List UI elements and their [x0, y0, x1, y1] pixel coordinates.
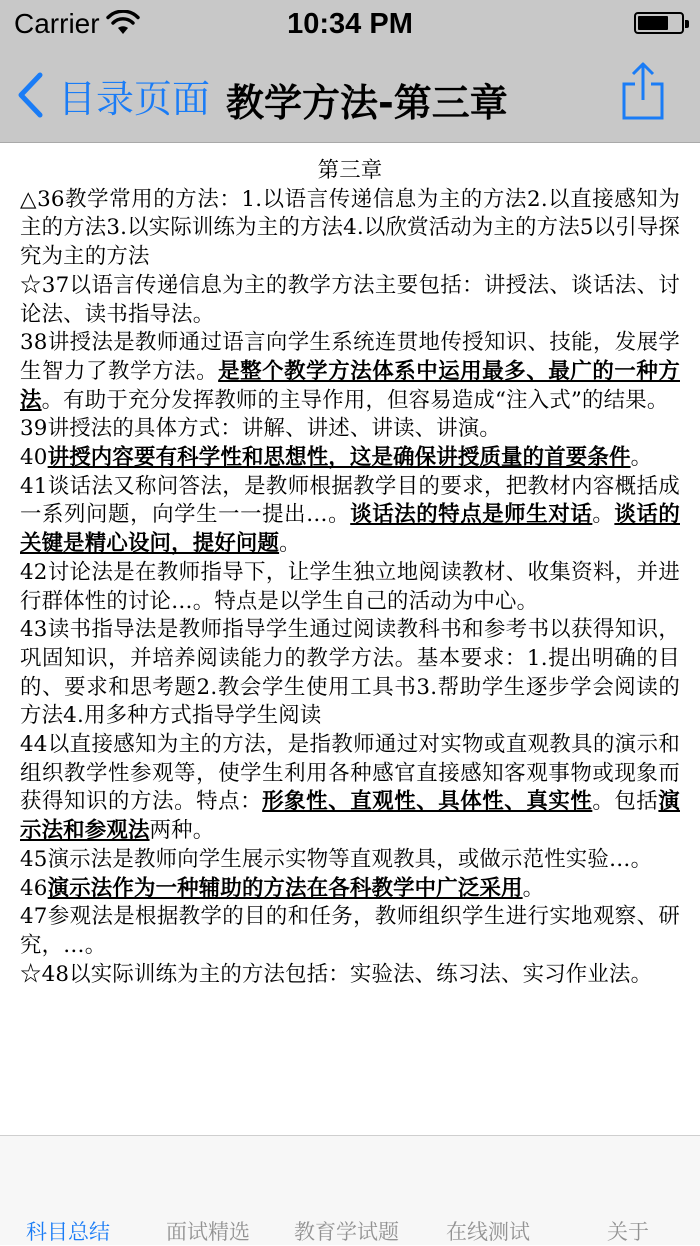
share-icon[interactable]	[620, 60, 666, 122]
text-run: 40	[20, 445, 48, 471]
tab-online-test[interactable]: 在线测试	[446, 1220, 530, 1244]
paragraph	[20, 875, 680, 904]
emphasized-text: 形象性、直观性、具体性、真实性	[262, 789, 593, 815]
back-button-label: 目录页面	[58, 76, 211, 121]
navigation-bar	[0, 46, 700, 142]
chapter-heading: 第三章	[317, 158, 383, 183]
text-run: 41谈话法又称问答法，是教师根据教学目的要求，把教材内容概括成一系列问题，向学生一一提出…。	[20, 473, 680, 528]
paragraph	[20, 444, 680, 473]
text-run: 44以直接感知为主的方法，是指教师通过对实物或直观教具的演示和组织教学性参观等，使学生利用各种感官直接感知客观事物或现象而获得知识的方法。特点：	[20, 732, 680, 815]
emphasized-text: 讲授内容要有科学性和思想性，这是确保讲授质量的首要条件	[47, 445, 631, 471]
text-run: 42讨论法是在教师指导下，让学生独立地阅读教材、收集资料，并进行群体性的讨论…。特点是以学生自己的活动为中心。	[20, 559, 680, 614]
paragraph	[20, 616, 680, 731]
chevron-left-icon	[16, 72, 44, 118]
text-run: 。	[630, 445, 653, 471]
top-bar	[0, 0, 700, 143]
text-run: 45演示法是教师向学生展示实物等直观教具，或做示范性实验…。	[20, 846, 653, 872]
text-run: ☆48以实际训练为主的方法包括：实验法、练习法、实习作业法。	[20, 961, 653, 987]
battery-icon	[634, 12, 684, 34]
tab-pedagogy-questions[interactable]: 教育学试题	[294, 1220, 399, 1244]
paragraph	[20, 846, 680, 875]
text-run: 43读书指导法是教师指导学生通过阅读教科书和参考书以获得知识，巩固知识，并培养阅读能力的教学方法。基本要求：1.提出明确的目的、要求和思考题2.教会学生使用工具书3.帮助学生逐步学会阅读的方法4.用多种方式指导学生阅读	[20, 617, 680, 729]
text-run: 46	[20, 875, 48, 901]
emphasized-text: 谈话的关键是精心设问，提好问题	[20, 502, 680, 557]
paragraph	[20, 272, 680, 329]
text-run: 。包括	[592, 789, 659, 815]
document-body	[0, 143, 700, 989]
emphasized-text: 是整个教学方法体系中运用最多、最广的一种方法	[20, 358, 680, 413]
page-title: 教学方法-第三章	[226, 81, 508, 125]
text-run: △36教学常用的方法：1.以语言传递信息为主的方法2.以直接感知为主的方法3.以实际训练为主的方法4.以欣赏活动为主的方法5以引导探究为主的方法	[20, 186, 680, 270]
emphasized-text: 谈话法的特点是师生对话	[350, 502, 593, 528]
paragraph	[20, 473, 680, 559]
paragraph	[20, 731, 680, 846]
text-run: 两种。	[149, 818, 215, 844]
tab-interview-selection[interactable]: 面试精选	[166, 1220, 250, 1244]
paragraph	[20, 903, 680, 960]
text-run: 。	[592, 502, 615, 528]
text-run: 39讲授法的具体方式：讲解、讲述、讲读、讲演。	[20, 416, 502, 442]
carrier-label: Carrier	[14, 8, 100, 39]
paragraph	[20, 415, 680, 444]
paragraph	[20, 329, 680, 415]
text-run: 。	[279, 531, 301, 557]
tab-bar	[0, 1135, 700, 1245]
content-scroll-view[interactable]	[0, 143, 700, 1135]
paragraph	[20, 559, 680, 616]
text-run: 38讲授法是教师通过语言向学生系统连贯地传授知识、技能，发展学生智力了教学方法。	[20, 330, 680, 384]
status-bar	[0, 0, 700, 46]
emphasized-text: 演示法和参观法	[20, 789, 680, 844]
tab-subject-summary[interactable]: 科目总结	[26, 1220, 110, 1244]
emphasized-text: 演示法作为一种辅助的方法在各科教学中广泛采用	[47, 875, 523, 901]
clock: 10:34 PM	[287, 8, 413, 40]
tab-about[interactable]: 关于	[607, 1220, 649, 1244]
text-run: ☆37以语言传递信息为主的教学方法主要包括：讲授法、谈话法、讨论法、读书指导法。	[20, 272, 680, 327]
text-run: 47参观法是根据教学的目的和任务，教师组织学生进行实地观察、研究，…。	[20, 904, 680, 958]
back-button[interactable]	[16, 70, 210, 120]
text-run: 。有助于充分发挥教师的主导作用，但容易造成“注入式”的结果。	[41, 387, 669, 413]
paragraph	[20, 186, 680, 272]
paragraph-list	[20, 186, 680, 990]
text-run: 。	[522, 875, 545, 901]
paragraph	[20, 961, 680, 990]
